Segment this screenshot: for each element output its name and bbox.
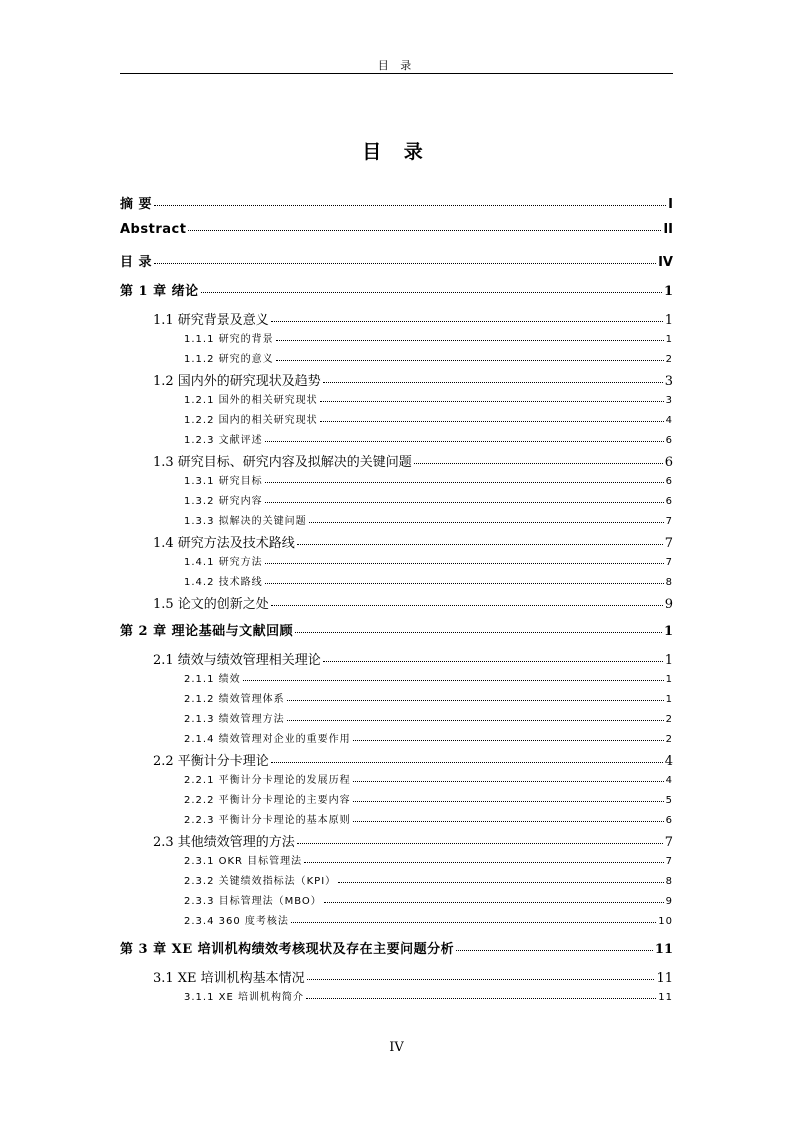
toc-entry[interactable]: [120, 431, 673, 451]
toc-leader-dots: [154, 196, 666, 206]
toc-leader-dots: [320, 394, 664, 402]
toc-entry-label: 2.2.3 平衡计分卡理论的基本原则: [184, 815, 351, 826]
toc-entry[interactable]: [120, 852, 673, 872]
toc-leader-dots: [201, 283, 662, 293]
toc-entry[interactable]: [120, 791, 673, 811]
toc-entry-page: 2: [665, 354, 673, 365]
toc-leader-dots: [243, 673, 664, 681]
toc-entry-page: 2: [665, 714, 673, 725]
toc-list: [120, 193, 673, 1008]
toc-entry[interactable]: [120, 831, 673, 852]
toc-leader-dots: [295, 623, 662, 633]
toc-entry[interactable]: [120, 690, 673, 710]
toc-entry-label: 2.1.4 绩效管理对企业的重要作用: [184, 734, 351, 745]
toc-leader-dots: [353, 794, 664, 802]
toc-leader-dots: [154, 254, 656, 264]
toc-entry-page: 7: [664, 536, 673, 551]
toc-entry[interactable]: [120, 593, 673, 614]
toc-entry-label: 1.4.1 研究方法: [184, 557, 263, 568]
toc-leader-dots: [265, 475, 664, 483]
toc-leader-dots: [287, 693, 664, 701]
toc-entry-page: 6: [664, 455, 673, 470]
toc-entry-label: 1.4.2 技术路线: [184, 577, 263, 588]
toc-entry[interactable]: [120, 350, 673, 370]
toc-entry[interactable]: [120, 280, 673, 309]
toc-entry-page: 6: [665, 435, 673, 446]
toc-entry-page: 6: [665, 815, 673, 826]
toc-entry-page: 7: [665, 516, 673, 527]
toc-entry-label: 2.2.2 平衡计分卡理论的主要内容: [184, 795, 351, 806]
toc-entry-page: 4: [665, 775, 673, 786]
toc-leader-dots: [353, 814, 664, 822]
toc-entry[interactable]: [120, 222, 673, 251]
toc-leader-dots: [276, 333, 664, 341]
toc-leader-dots: [307, 970, 655, 980]
toc-entry-label: 1.2.2 国内的相关研究现状: [184, 415, 318, 426]
toc-entry[interactable]: [120, 411, 673, 431]
toc-entry-label: 1.3 研究目标、研究内容及拟解决的关键问题: [153, 455, 412, 470]
toc-entry-page: II: [663, 222, 673, 237]
toc-entry-page: 9: [665, 896, 673, 907]
toc-entry-label: 2.1.1 绩效: [184, 674, 241, 685]
toc-entry-page: I: [668, 197, 673, 212]
page-number: IV: [389, 1040, 404, 1055]
toc-entry-page: 10: [658, 916, 673, 927]
toc-leader-dots: [265, 495, 664, 503]
toc-entry-label: 1.3.2 研究内容: [184, 496, 263, 507]
toc-entry-label: 1.2 国内外的研究现状及趋势: [153, 374, 321, 389]
toc-entry[interactable]: [120, 912, 673, 932]
toc-entry-label: 1.2.1 国外的相关研究现状: [184, 395, 318, 406]
toc-entry-label: 第 2 章 理论基础与文献回顾: [120, 624, 294, 639]
toc-entry[interactable]: [120, 391, 673, 411]
toc-entry[interactable]: [120, 620, 673, 649]
toc-entry[interactable]: [120, 492, 673, 512]
toc-leader-dots: [323, 652, 663, 662]
toc-entry-label: 1.1 研究背景及意义: [153, 313, 269, 328]
toc-entry-page: 1: [665, 694, 673, 705]
toc-leader-dots: [271, 753, 663, 763]
toc-entry-label: 2.3.2 关键绩效指标法（KPI）: [184, 876, 337, 887]
toc-entry[interactable]: [120, 472, 673, 492]
toc-entry-page: 1: [664, 313, 673, 328]
toc-leader-dots: [297, 834, 663, 844]
toc-entry-label: 第 1 章 绪论: [120, 284, 199, 299]
toc-entry-page: 3: [664, 374, 673, 389]
toc-leader-dots: [338, 875, 663, 883]
toc-entry-label: 1.1.1 研究的背景: [184, 334, 274, 345]
toc-leader-dots: [414, 454, 663, 464]
toc-entry[interactable]: [120, 370, 673, 391]
toc-entry-page: 1: [663, 624, 673, 639]
toc-entry-label: 1.4 研究方法及技术路线: [153, 536, 295, 551]
toc-entry[interactable]: [120, 251, 673, 280]
toc-entry-page: 4: [664, 754, 673, 769]
toc-entry-label: 3.1.1 XE 培训机构简介: [184, 992, 304, 1003]
toc-entry[interactable]: [120, 750, 673, 771]
toc-entry[interactable]: [120, 710, 673, 730]
toc-entry-page: 1: [664, 653, 673, 668]
toc-leader-dots: [271, 312, 663, 322]
toc-entry-label: 2.2.1 平衡计分卡理论的发展历程: [184, 775, 351, 786]
toc-entry[interactable]: [120, 573, 673, 593]
toc-leader-dots: [353, 733, 664, 741]
running-header: 目 录: [377, 59, 416, 72]
toc-entry-page: 7: [665, 856, 673, 867]
toc-entry-label: 2.3 其他绩效管理的方法: [153, 835, 295, 850]
toc-leader-dots: [456, 941, 653, 951]
toc-entry[interactable]: [120, 892, 673, 912]
toc-entry-label: 3.1 XE 培训机构基本情况: [153, 971, 305, 986]
toc-leader-dots: [323, 373, 663, 383]
toc-entry[interactable]: [120, 988, 673, 1008]
toc-entry-page: 1: [663, 284, 673, 299]
toc-entry[interactable]: [120, 811, 673, 831]
toc-leader-dots: [265, 556, 664, 564]
toc-entry-label: 2.2 平衡计分卡理论: [153, 754, 269, 769]
toc-entry-page: 7: [664, 835, 673, 850]
toc-entry[interactable]: [120, 649, 673, 670]
toc-leader-dots: [297, 535, 663, 545]
toc-entry-page: 11: [654, 942, 673, 957]
toc-entry-page: 5: [665, 795, 673, 806]
toc-entry-page: 11: [656, 971, 673, 986]
toc-entry-page: IV: [658, 255, 673, 270]
toc-entry[interactable]: [120, 771, 673, 791]
toc-entry-label: 目 录: [120, 255, 153, 270]
toc-entry-label: 第 3 章 XE 培训机构绩效考核现状及存在主要问题分析: [120, 942, 455, 957]
toc-entry-page: 3: [665, 395, 673, 406]
toc-entry[interactable]: [120, 451, 673, 472]
toc-entry-page: 2: [665, 734, 673, 745]
toc-entry-label: Abstract: [120, 222, 187, 237]
toc-entry[interactable]: [120, 730, 673, 750]
toc-leader-dots: [320, 414, 664, 422]
toc-leader-dots: [188, 221, 661, 231]
toc-entry[interactable]: [120, 532, 673, 553]
toc-entry-label: 1.2.3 文献评述: [184, 435, 263, 446]
toc-leader-dots: [291, 915, 656, 923]
toc-leader-dots: [276, 353, 664, 361]
toc-leader-dots: [265, 434, 664, 442]
toc-leader-dots: [324, 895, 664, 903]
toc-entry-label: 1.3.3 拟解决的关键问题: [184, 516, 307, 527]
page-title: 目 录: [362, 141, 431, 163]
toc-entry[interactable]: [120, 967, 673, 988]
toc-entry-page: 9: [664, 597, 673, 612]
toc-entry-page: 1: [665, 674, 673, 685]
toc-entry-label: 1.5 论文的创新之处: [153, 597, 269, 612]
toc-entry-page: 7: [665, 557, 673, 568]
toc-entry-page: 1: [665, 334, 673, 345]
toc-leader-dots: [353, 774, 664, 782]
toc-leader-dots: [309, 515, 664, 523]
toc-entry-page: 6: [665, 496, 673, 507]
toc-entry[interactable]: [120, 553, 673, 573]
toc-entry-label: 2.3.1 OKR 目标管理法: [184, 856, 303, 867]
toc-entry-page: 8: [665, 577, 673, 588]
toc-entry-label: 2.1.2 绩效管理体系: [184, 694, 285, 705]
toc-leader-dots: [265, 576, 664, 584]
toc-entry-label: 2.3.3 目标管理法（MBO）: [184, 896, 322, 907]
toc-entry[interactable]: [120, 512, 673, 532]
toc-entry[interactable]: [120, 938, 673, 967]
toc-entry[interactable]: [120, 872, 673, 892]
toc-entry-label: 2.1 绩效与绩效管理相关理论: [153, 653, 321, 668]
toc-entry-label: 摘 要: [120, 197, 153, 212]
toc-entry-page: 11: [658, 992, 673, 1003]
toc-entry[interactable]: [120, 193, 673, 222]
toc-leader-dots: [271, 596, 663, 606]
toc-leader-dots: [306, 991, 656, 999]
toc-entry-label: 2.3.4 360 度考核法: [184, 916, 289, 927]
toc-entry-label: 1.1.2 研究的意义: [184, 354, 274, 365]
toc-leader-dots: [304, 855, 663, 863]
toc-entry[interactable]: [120, 330, 673, 350]
toc-entry-page: 8: [665, 876, 673, 887]
toc-entry-page: 6: [665, 476, 673, 487]
toc-leader-dots: [287, 713, 664, 721]
toc-entry-page: 4: [665, 415, 673, 426]
toc-entry-label: 1.3.1 研究目标: [184, 476, 263, 487]
toc-entry-label: 2.1.3 绩效管理方法: [184, 714, 285, 725]
toc-entry[interactable]: [120, 309, 673, 330]
toc-entry[interactable]: [120, 670, 673, 690]
header-rule: [120, 73, 673, 74]
